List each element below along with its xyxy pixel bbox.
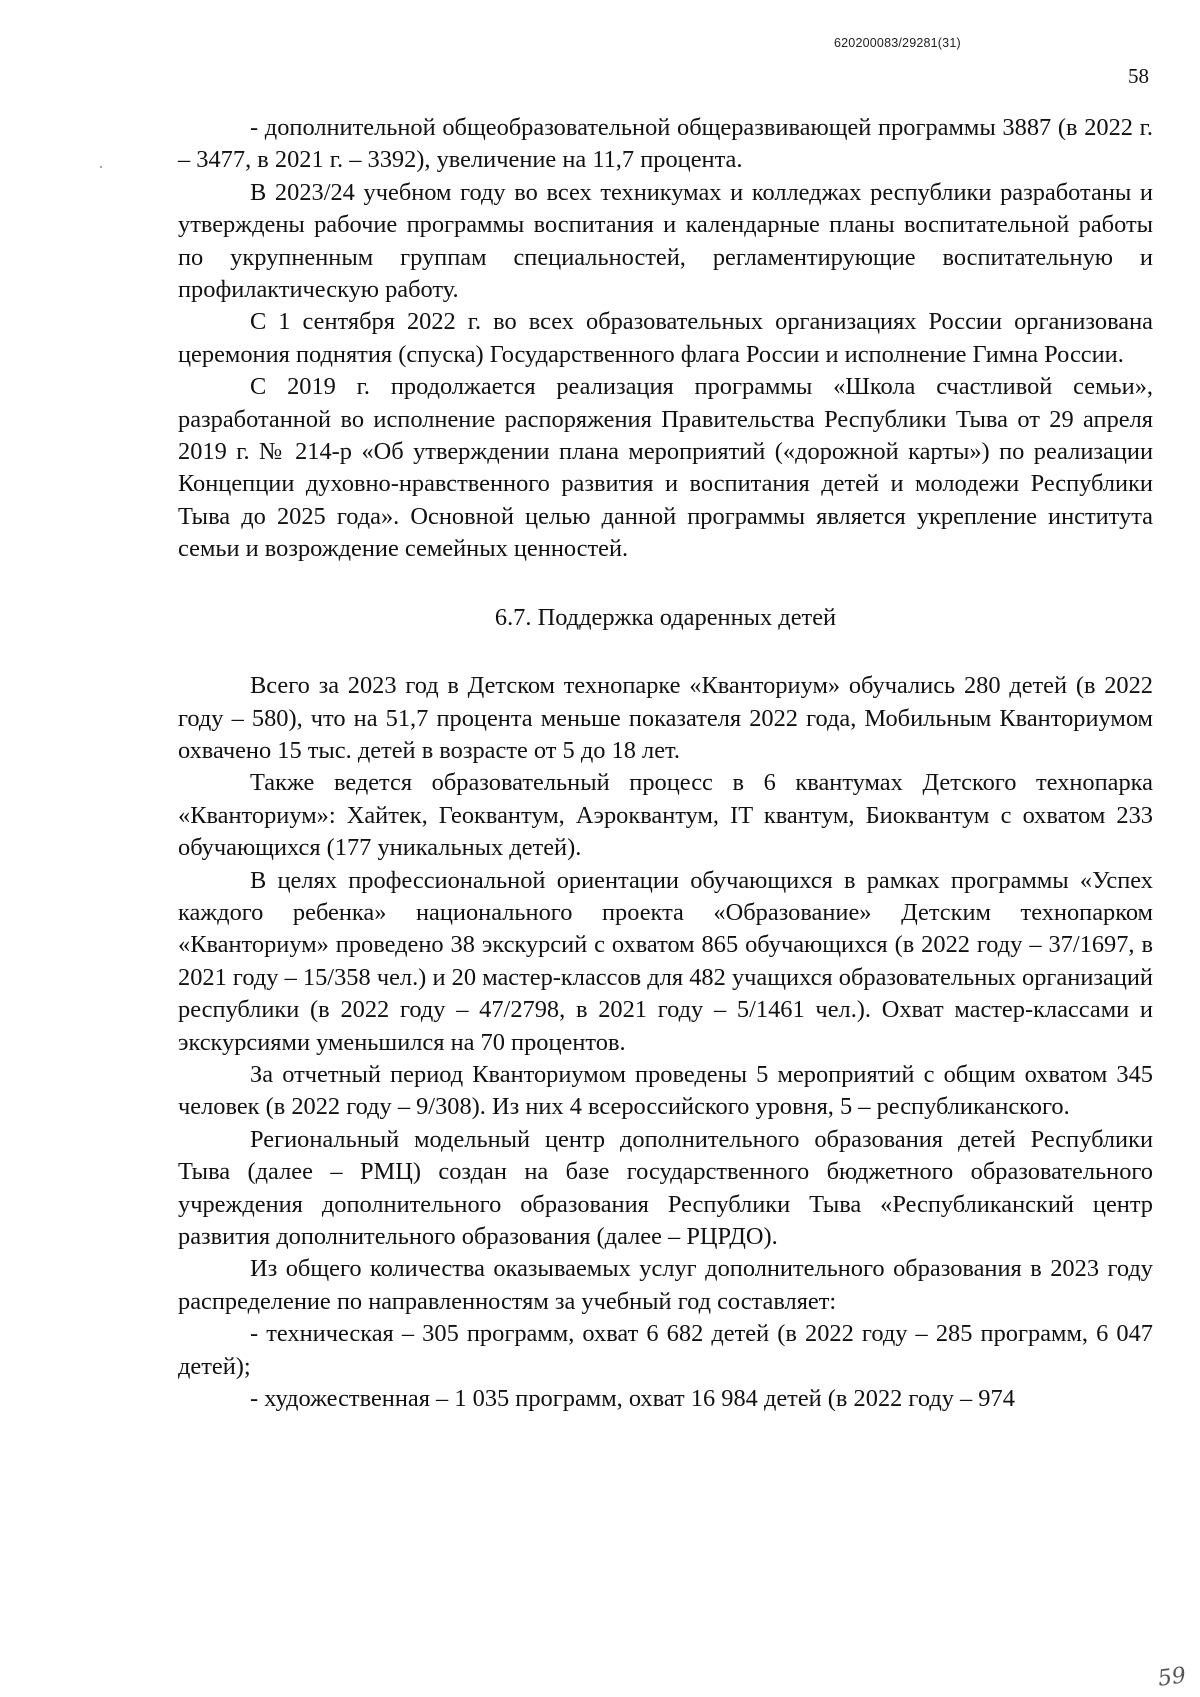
document-id: 620200083/29281(31) [834, 36, 961, 50]
paragraph: В 2023/24 учебном году во всех техникумах и колледжах республики разработаны и утверждены рабочие программы воспитания и календарные планы воспитательной работы по укрупненным группам специальностей, регламентирующие воспитательную и профилактическую работу. [178, 178, 1153, 304]
section-heading: 6.7. Поддержка одаренных детей [494, 603, 837, 631]
paragraph: Региональный модельный центр дополнительного образования детей Республики Тыва (далее – РМЦ) создан на базе государственного бюджетного образовательного учреждения дополнительного образования Республики Тыва «Республиканский центр развития дополнительного образования (далее – РЦРДО). [178, 1125, 1153, 1250]
handwritten-page-mark: 59 [1156, 1663, 1188, 1692]
paragraph: Из общего количества оказываемых услуг дополнительного образования в 2023 году распределение по направленностям за учебный год составляет: [178, 1255, 1153, 1315]
paragraph: - дополнительной общеобразовательной общеразвивающей программы 3887 (в 2022 г. – 3477, в 2021 г. – 3392), увеличение на 11,7 процента. [178, 114, 1153, 174]
paragraph: В целях профессиональной ориентации обучающихся в рамках программы «Успех каждого ребенка» национального проекта «Образование» Детским технопарком «Кванториум» проведено 38 экскурсий с охватом 865 обучающихся (в 2022 году – 37/1697, в 2021 году – 15/358 чел.) и 20 мастер-классов для 482 учащихся образовательных организаций республики (в 2022 году – 47/2798, в 2021 году – 5/1461 чел.). Охват мастер-классами и экскурсиями уменьшился на 70 процентов. [178, 866, 1153, 1056]
paragraph: Также ведется образовательный процесс в 6 квантумах Детского технопарка «Кванториум»: Хайтек, Геоквантум, Аэроквантум, IT квантум, Биоквантум с охватом 233 обучающихся (177 уникальных детей). [178, 769, 1153, 862]
document-body [178, 112, 1153, 1415]
scan-speck [100, 166, 102, 168]
paragraph: С 1 сентября 2022 г. во всех образовательных организациях России организована церемония поднятия (спуска) Государственного флага России и исполнение Гимна России. [178, 308, 1153, 368]
list-item: - техническая – 305 программ, охват 6 682 детей (в 2022 году – 285 программ, 6 047 детей); [178, 1320, 1153, 1380]
paragraph: За отчетный период Кванториумом проведены 5 мероприятий с общим охватом 345 человек (в 2022 году – 9/308). Из них 4 всероссийского уровня, 5 – республиканского. [178, 1060, 1153, 1121]
paragraph: С 2019 г. продолжается реализация программы «Школа счастливой семьи», разработанной во исполнение распоряжения Правительства Республики Тыва от 29 апреля 2019 г. № 214-р «Об утверждении плана мероприятий («дорожной карты») по реализации Концепции духовно-нравственного развития и воспитания детей и молодежи Республики Тыва до 2025 года». Основной целью данной программы является укрепление института семьи и возрождение семейных ценностей. [178, 373, 1153, 563]
list-item: - художественная – 1 035 программ, охват 16 984 детей (в 2022 году – 974 [250, 1385, 1015, 1413]
paragraph: Всего за 2023 год в Детском технопарке «Кванториум» обучались 280 детей (в 2022 году – 580), что на 51,7 процента меньше показателя 2022 года, Мобильным Кванториумом охвачено 15 тыс. детей в возрасте от 5 до 18 лет. [178, 672, 1153, 764]
page-number: 58 [1128, 64, 1149, 88]
